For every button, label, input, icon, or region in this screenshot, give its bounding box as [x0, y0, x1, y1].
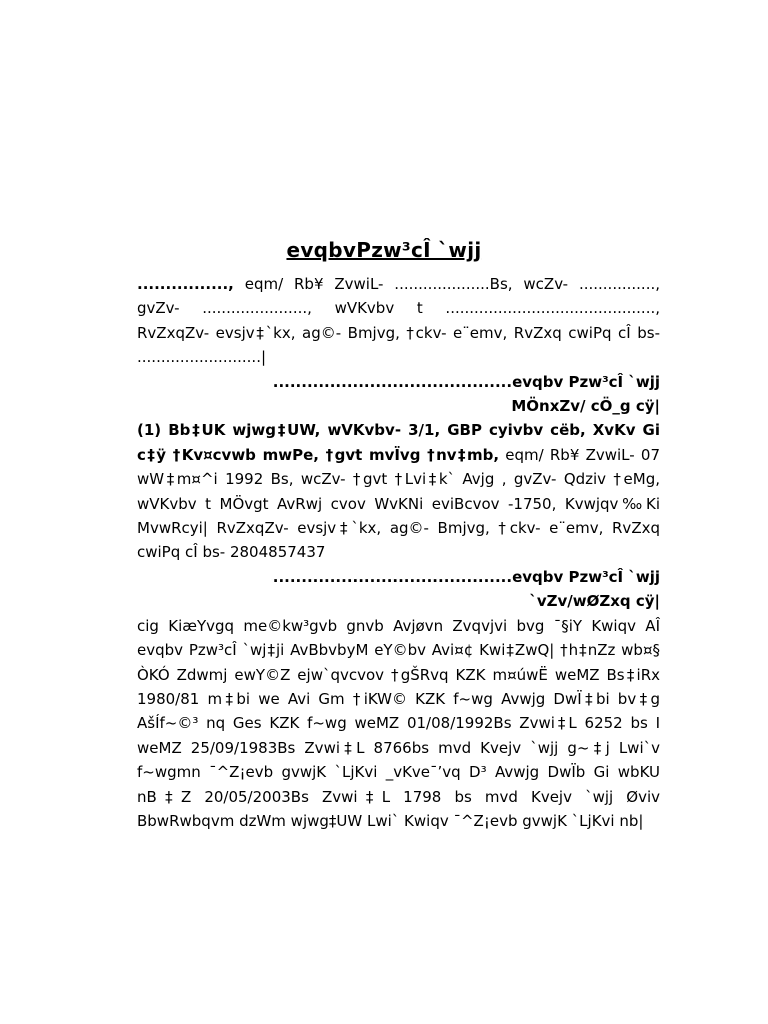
document-body [137, 272, 660, 833]
body-paragraph: cig KiæYvgq me©kw³gvb gnvb Avjøvn Zvqvjvi bvg ¯§iY Kwiqv AÎ evqbv Pzw³cÎ `wj‡ji AvBbvbyM eY©bv Avi¤¢ Kwi‡ZwQ| †h‡nZz wb¤§ ÒKÓ Zdwmj ewY©Z ejw`qvcvov †gŠRvq KZK m¤úwË weMZ Bs‡iRx 1980/81 m‡bi we Avi Gm †iKW© KZK f~wg Avwjg DwÏ‡bi bv‡g AšÍf~©³ nq Ges KZK f~wg weMZ 01/08/1992Bs Zvwi‡L 6252 bs I weMZ 25/09/1983Bs Zvwi‡L 8766bs mvd Kvejv `wjj g~‡j Lwi`v f~wgmn ¯^Z¡evb gvwjK `LjKvi _vKve¯’vq D³ Avwjg DwÏb Gi wbKU nB‡Z 20/05/2003Bs Zvwi‡L 1798 bs mvd Kvejv `wjj Øviv BbwRwbqvm dzWm wjwg‡UW Lwi` Kwiqv ¯^Z¡evb gvwjK `LjKvi nb| [137, 616, 660, 830]
intro-lead: ................, [137, 275, 234, 293]
party1-heading: ..........................................evqbv Pzw³cÎ `wjj [272, 372, 660, 391]
party1-body: eqm/ Rb¥ ZvwiL- 07 wW‡m¤^i 1992 Bs, wcZv- †gvt †Lvi‡k` Avjg , gvZv- Qdziv †eMg, wVKvbv t MÖvgt AvRwj cvov WvKNi eviBcvov -1750, Kvwjqv‰Ki MvwRcyi| RvZxqZv- evsjv‡`kx, ag©- Bmjvg, †ckv- e¨emv, RvZxq cwiPq cÎ bs- 2804857437 [137, 445, 660, 562]
intro-body: eqm/ Rb¥ ZvwiL- ....................Bs, wcZv- ................, gvZv- ......................, wVKvbv t ............................................, RvZxqZv- evsjv‡`kx, ag©- Bmjvg, †ckv- e¨emv, RvZxq cwiPq cÎ bs- ..........................| [137, 275, 660, 367]
party1-role: MÖnxZv/ cÖ_g cÿ| [511, 397, 660, 416]
party2-heading: ..........................................evqbv Pzw³cÎ `wjj [272, 567, 660, 586]
party1-bold: (1) Bb‡UK wjwg‡UW, wVKvbv- 3/1, GBP cyivbv cëb, XvKv Gi c‡ÿ †Kv¤cvwb mwPe, †gvt mvÏvg †nv‡mb, [137, 421, 660, 464]
intro-paragraph [137, 272, 660, 370]
party1-paragraph [137, 418, 660, 564]
document-title: evqbvPzw³cÎ `wjj [286, 238, 482, 262]
party2-role: `vZv/wØZxq cÿ| [529, 592, 660, 611]
